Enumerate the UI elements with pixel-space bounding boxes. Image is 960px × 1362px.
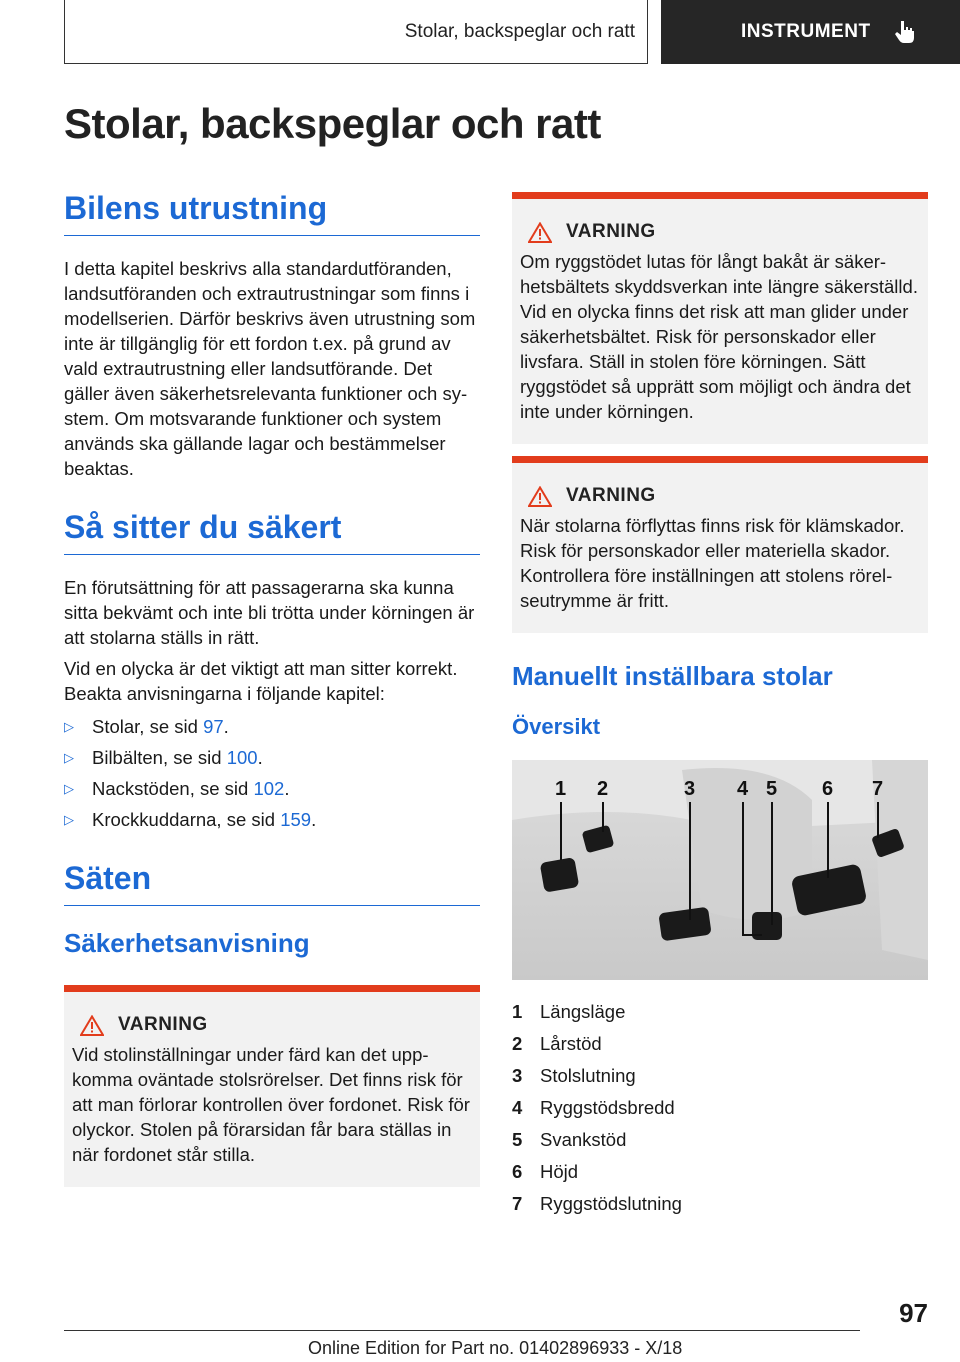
warning-label: VARNING [118, 1014, 208, 1035]
warning-text: Om ryggstödet lutas för långt bakåt är säkerhetsbältets skyddsverkan inte längre säkerställd. Vid en olycka finns det risk att man glider under säkerhetsbältet. Risk för personskador eller livsfara. Ställ in stolen före körningen. Sätt ryggstödet så upprätt som möjligt och ändra det inte under körningen. [520, 251, 918, 422]
page-link[interactable]: 97 [203, 716, 224, 737]
warning-box [64, 985, 480, 1187]
list-item: 3 Stolslutning [512, 1065, 636, 1086]
warning-triangle-icon [528, 486, 552, 507]
callout-label: 5 [766, 778, 778, 800]
section-title-equipment: Bilens utrustning [64, 190, 480, 236]
chapter-tab-label: INSTRUMENT [741, 21, 871, 42]
callout-legend [512, 996, 928, 1220]
list-item: 4 Ryggstödsbredd [512, 1097, 675, 1118]
list-item: ▷ Bilbälten, se sid 100. [64, 747, 263, 768]
warning-text: När stolarna förflyttas finns risk för klämskador. Risk för personskador eller materiella skador. Kontrollera före inställningen att stolens rörelseutrymme är fritt. [520, 515, 905, 611]
chapter-tab[interactable] [661, 0, 960, 64]
triangle-bullet-icon: ▷ [64, 781, 74, 796]
warning-label: VARNING [566, 221, 656, 242]
list-item: ▷ Krockkuddarna, se sid 159. [64, 809, 317, 830]
section-title-manual-seats: Manuellt inställbara stolar [512, 661, 833, 691]
callout-label: 6 [822, 778, 834, 800]
callout-label: 7 [872, 778, 884, 800]
warning-label: VARNING [566, 485, 656, 506]
triangle-bullet-icon: ▷ [64, 750, 74, 765]
warning-box [512, 192, 928, 444]
subsection-title-safety: Säkerhetsanvisning [64, 928, 310, 958]
left-column [64, 190, 480, 1187]
running-header [64, 0, 648, 64]
page-link[interactable]: 102 [253, 778, 285, 799]
list-item: 6 Höjd [512, 1161, 579, 1182]
callout-label: 4 [737, 778, 749, 800]
warning-text: Vid stolinställningar under färd kan det uppkomma oväntade stolsrörelser. Det finns risk för att man förlorar kontrollen över fordonet. Risk för olyckor. Stolen på förarsidan får bara ställas in när fordonet står stilla. [72, 1044, 470, 1165]
page-link[interactable]: 100 [226, 747, 258, 768]
page-title: Stolar, backspeglar och ratt [64, 100, 601, 147]
list-item: ▷ Nackstöden, se sid 102. [64, 778, 290, 799]
callout-label: 2 [597, 778, 609, 800]
triangle-bullet-icon: ▷ [64, 812, 74, 827]
list-item: ▷ Stolar, se sid 97. [64, 716, 229, 737]
section-title-safe-seating: Så sitter du säkert [64, 509, 480, 555]
list-item: 5 Svankstöd [512, 1129, 627, 1150]
warning-box [512, 456, 928, 633]
footer-divider [64, 1330, 860, 1331]
equipment-paragraph: I detta kapitel beskrivs alla standardutföranden, landsutföranden och extrautrustningar som finns i modellserien. Därför beskrivs även utrustning som inte är tillgänglig för ett fordon t.ex. på grund av vald extrautrustning eller landsutförande. Det gäller även säkerhetsrelevanta funktioner och system. Om motsvarande funktioner och system används ska gällande lagar och bestämmelser beaktas. [64, 258, 476, 479]
list-item: 7 Ryggstödslutning [512, 1193, 682, 1214]
subsection-title-overview: Översikt [512, 714, 601, 739]
warning-triangle-icon [528, 222, 552, 243]
callout-label: 3 [684, 778, 696, 800]
header-section-title: Stolar, backspeglar och ratt [404, 20, 635, 42]
safe-seating-paragraph-1: En förutsättning för att passagerarna ska kunna sitta bekvämt och inte bli trötta under körningen är att stolarna ställs in rätt. [64, 577, 475, 648]
list-item: 2 Lårstöd [512, 1033, 602, 1054]
page-link[interactable]: 159 [280, 809, 312, 830]
footer-edition: Online Edition for Part no. 01402896933 - X/18 [308, 1338, 683, 1358]
seat-controls-photo [512, 760, 928, 980]
list-item: 1 Längsläge [512, 1001, 626, 1022]
right-column [512, 192, 928, 1220]
warning-triangle-icon [80, 1015, 104, 1036]
triangle-bullet-icon: ▷ [64, 719, 74, 734]
callout-label: 1 [555, 778, 567, 800]
safe-seating-paragraph-2: Vid en olycka är det viktigt att man sitter korrekt. Beakta anvisningarna i följande kapitel: [64, 658, 458, 704]
page-number: 97 [899, 1298, 928, 1328]
hand-pointer-icon [893, 19, 917, 45]
section-title-seats: Säten [64, 860, 480, 906]
reference-list [64, 714, 480, 832]
